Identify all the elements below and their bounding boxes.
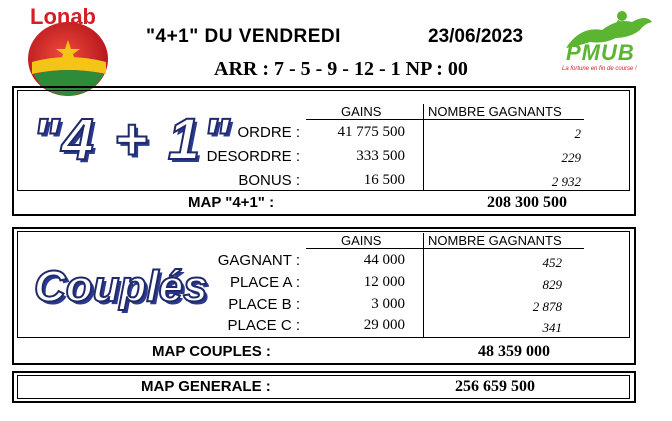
row-gain: 41 775 500 [337,124,405,140]
lonab-wordmark: Lonab [30,4,96,29]
col-winners-header: NOMBRE GAGNANTS [428,104,562,119]
row-label: ORDRE : [237,124,300,141]
row-winners: 829 [542,277,562,292]
row-gain: 3 000 [371,296,405,312]
row-label: PLACE B : [228,296,300,313]
row-winners: 2 [574,126,581,141]
row-label: PLACE A : [229,274,300,291]
col-winners-header: NOMBRE GAGNANTS [428,233,562,248]
pmub-wordmark: PMUB [566,40,635,65]
column-divider [423,233,424,337]
map-41-label: MAP "4+1" : [188,194,275,211]
col-gains-header: GAINS [341,233,382,248]
row-label: GAGNANT : [217,252,300,269]
row-gain: 333 500 [356,148,405,164]
column-divider [423,104,424,190]
arrival-result: ARR : 7 - 5 - 9 - 12 - 1 NP : 00 [214,58,468,80]
general-inner [17,375,630,399]
map-couples-value: 48 359 000 [478,343,550,360]
pmub-tagline: La fortune en fin de course ! [562,66,637,72]
map-general-value: 256 659 500 [455,378,535,395]
row-label: PLACE C : [227,317,300,334]
pmub-logo [560,8,660,82]
row-gain: 29 000 [363,317,405,333]
row-winners: 341 [542,320,562,335]
col-gains-header: GAINS [341,104,382,119]
row-gain: 44 000 [363,252,405,268]
section-couples-badge: Couplés [34,262,208,311]
map-couples-label: MAP COUPLES : [152,343,271,360]
section-41-badge: "4 + 1" [32,107,232,172]
header-underline [306,248,584,249]
row-gain: 16 500 [363,172,405,188]
row-label: DESORDRE : [206,148,300,165]
row-gain: 12 000 [363,274,405,290]
row-label: BONUS : [238,172,300,189]
map-general-label: MAP GENERALE : [141,378,271,395]
row-winners: 229 [561,150,581,165]
row-winners: 452 [542,255,562,270]
row-winners: 2 878 [532,299,562,314]
draw-date: 23/06/2023 [428,26,524,47]
header-underline [306,119,584,120]
map-41-value: 208 300 500 [487,194,567,211]
page-title: "4+1" DU VENDREDI [146,26,341,47]
row-winners: 2 932 [551,174,581,189]
